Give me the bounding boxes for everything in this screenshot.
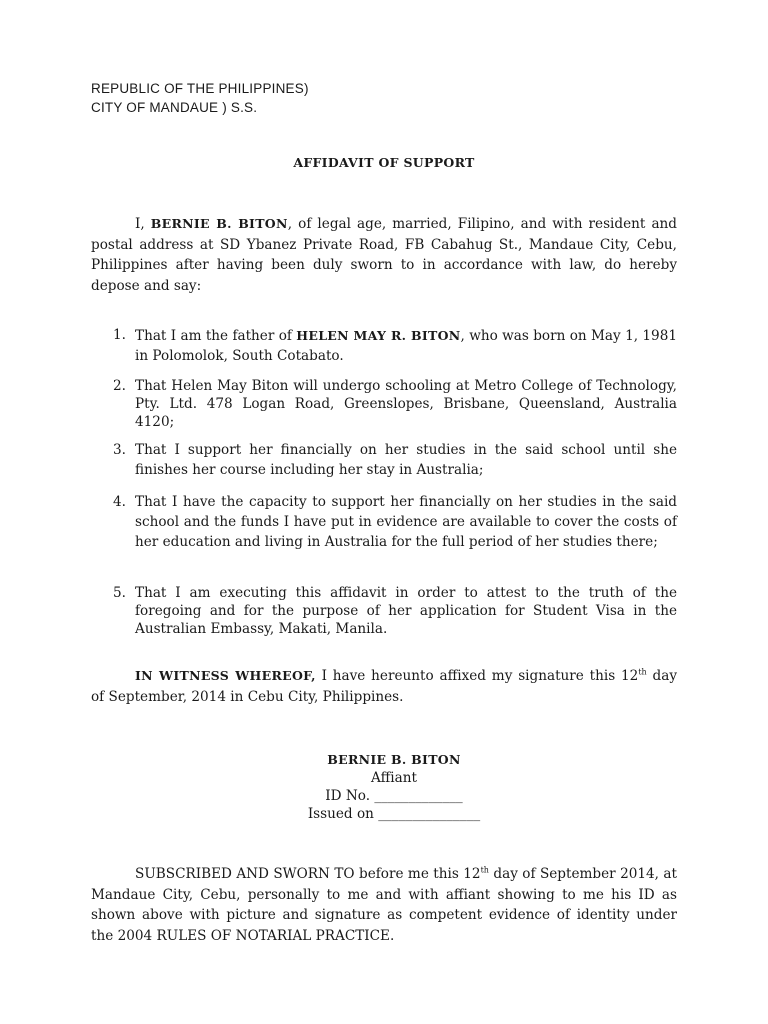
- signature-block: [0, 751, 768, 823]
- id-number-line: ID No. _____________: [325, 788, 463, 804]
- jurat-text: SUBSCRIBED AND SWORN TO before me this 12: [135, 866, 481, 882]
- witness-text-end: day of September, 2014 in Cebu City, Philippines.: [91, 668, 678, 705]
- list-item: [113, 377, 677, 431]
- venue-line-city: CITY OF MANDAUE ) S.S.: [91, 100, 258, 115]
- witness-heading: IN WITNESS WHEREOF,: [135, 668, 316, 683]
- issued-on-line: Issued on _______________: [307, 806, 481, 822]
- list-item-text: , who was born on May 1, 1981 in Polomolok, South Cotabato.: [135, 328, 677, 364]
- witness-ordinal: th: [638, 667, 647, 677]
- venue-line-republic: REPUBLIC OF THE PHILIPPINES): [91, 81, 309, 96]
- intro-prefix: I,: [135, 216, 151, 232]
- signatory-name: BERNIE B. BITON: [327, 752, 461, 767]
- signatory-role: Affiant: [371, 770, 417, 786]
- venue-header: [91, 79, 309, 117]
- list-item-prefix: That I am the father of: [135, 328, 297, 344]
- list-item-number: 5.: [113, 585, 126, 601]
- list-item-number: 4.: [113, 494, 126, 510]
- list-item: [113, 584, 677, 638]
- list-item-text: That I support her financially on her studies in the said school until she finishes her course including her stay in Australia;: [135, 442, 677, 478]
- list-item-number: 1.: [113, 327, 126, 343]
- list-item-number: 3.: [113, 442, 126, 458]
- list-item-text: That I have the capacity to support her financially on her studies in the said school and the funds I have put in evidence are available to cover the costs of her education and living in Australia for the full period of her studies there;: [135, 494, 677, 550]
- document-title: AFFIDAVIT OF SUPPORT: [293, 155, 475, 170]
- affiant-name: BERNIE B. BITON: [150, 216, 288, 231]
- list-item-text: That I am executing this affidavit in order to attest to the truth of the foregoing and for the purpose of her application for Student Visa in the Australian Embassy, Makati, Manila.: [135, 585, 677, 637]
- list-item-number: 2.: [113, 378, 126, 394]
- intro-paragraph: [91, 214, 677, 296]
- list-item-text: That Helen May Biton will undergo schooling at Metro College of Technology, Pty. Ltd. 478 Logan Road, Greenslopes, Brisbane, Queensland, Australia 4120;: [135, 378, 677, 430]
- intro-text: , of legal age, married, Filipino, and with resident and postal address at SD Ybanez Private Road, FB Cabahug St., Mandaue City, Cebu, Philippines after having been duly sworn to in accordance with law, do hereby depose and say:: [91, 216, 678, 294]
- child-name: HELEN MAY R. BITON: [296, 328, 461, 343]
- jurat-ordinal: th: [480, 865, 489, 875]
- list-item: [113, 326, 677, 366]
- list-item: [113, 441, 677, 480]
- list-item: [113, 492, 677, 552]
- jurat-paragraph: [91, 864, 677, 946]
- jurat-text-end: day of September 2014, at Mandaue City, Cebu, personally to me and with affiant showing to me his ID as shown above with picture and signature as competent evidence of identity under the 2004 RULES OF NOTARIAL PRACTICE.: [91, 866, 677, 944]
- witness-paragraph: [91, 666, 677, 707]
- witness-text: I have hereunto affixed my signature this 12: [315, 668, 639, 684]
